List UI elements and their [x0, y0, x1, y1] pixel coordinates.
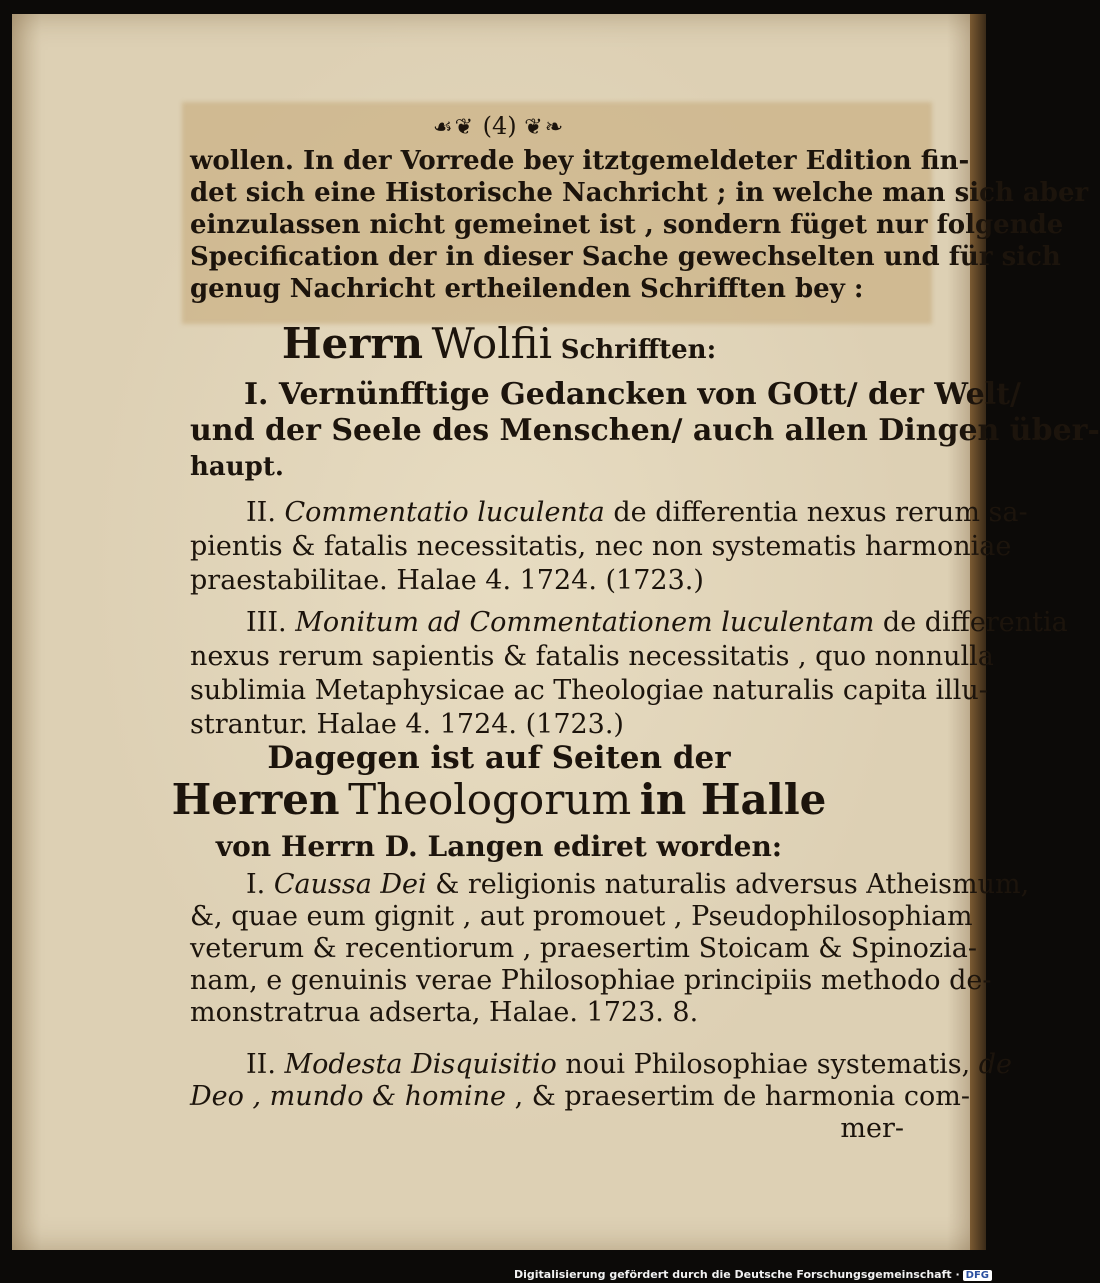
page-header	[12, 112, 986, 140]
intro-line-1: wollen. In der Vorrede bey itztgemeldeter Edition fin-	[190, 146, 970, 176]
s2-entry1-line5: monstratrua adserta, Halae. 1723. 8.	[190, 997, 699, 1028]
dfg-logo-icon: DFG	[963, 1270, 992, 1281]
s1-entry1-line3: haupt.	[190, 452, 284, 482]
s1-entry2-line3: praestabilitae. Halae 4. 1724. (1723.)	[190, 565, 704, 596]
intro-line-5: genug Nachricht ertheilenden Schrifften bey :	[190, 274, 864, 304]
s1-entry3-line2: nexus rerum sapientis & fatalis necessitatis , quo nonnulla	[190, 641, 994, 672]
catchword: mer-	[840, 1113, 904, 1144]
s1-entry3-line1: III. Monitum ad Commentationem luculentam de differentia	[246, 607, 1068, 638]
s2-entry1-line4: nam, e genuinis verae Philosophiae principiis methodo de-	[190, 965, 992, 996]
s1-entry2-line1: II. Commentatio luculenta de differentia nexus rerum sa-	[246, 497, 1028, 528]
s1-entry2-line2: pientis & fatalis necessitatis, nec non systematis harmoniae	[190, 531, 1012, 562]
s1-entry3-line4: strantur. Halae 4. 1724. (1723.)	[190, 709, 624, 740]
section2-heading-line1: Dagegen ist auf Seiten der	[267, 740, 731, 776]
section1-heading: Herrn Wolfii Schrifften:	[281, 319, 717, 368]
digitization-footer	[514, 1268, 992, 1281]
s2-entry2-line1: II. Modesta Disquisitio noui Philosophiae systematis, de	[246, 1049, 1013, 1080]
ornament-left-icon: ☙❦	[432, 115, 475, 140]
ornament-right-icon: ❦❧	[524, 115, 566, 140]
intro-line-3: einzulassen nicht gemeinet ist , sondern füget nur folgende	[190, 210, 1064, 240]
page-number: (4)	[482, 112, 517, 140]
s1-entry1-line2: und der Seele des Menschen/ auch allen Dingen über-	[190, 413, 1100, 448]
section2-heading-line3: von Herrn D. Langen ediret worden:	[215, 830, 783, 863]
s2-entry1-line1: I. Caussa Dei & religionis naturalis adversus Atheismum,	[246, 869, 1030, 900]
book-page	[12, 14, 1100, 1250]
s2-entry2-line2: Deo , mundo & homine , & praesertim de harmonia com-	[190, 1081, 970, 1112]
s2-entry1-line2: &, quae eum gignit , aut promouet , Pseudophilosophiam	[190, 901, 973, 932]
intro-line-4: Specification der in dieser Sache gewechselten und für sich	[190, 242, 1061, 272]
footer-text: Digitalisierung gefördert durch die Deutsche Forschungsgemeinschaft ·	[513, 1268, 960, 1281]
section2-heading-line2: Herren Theologorum in Halle	[171, 775, 827, 824]
s1-entry3-line3: sublimia Metaphysicae ac Theologiae naturalis capita illu-	[190, 675, 988, 706]
s2-entry1-line3: veterum & recentiorum , praesertim Stoicam & Spinozia-	[190, 933, 977, 964]
s1-entry1-line1: I. Vernünfftige Gedancken von GOtt/ der Welt/	[244, 377, 1021, 412]
intro-line-2: det sich eine Historische Nachricht ; in welche man sich aber	[190, 178, 1089, 208]
